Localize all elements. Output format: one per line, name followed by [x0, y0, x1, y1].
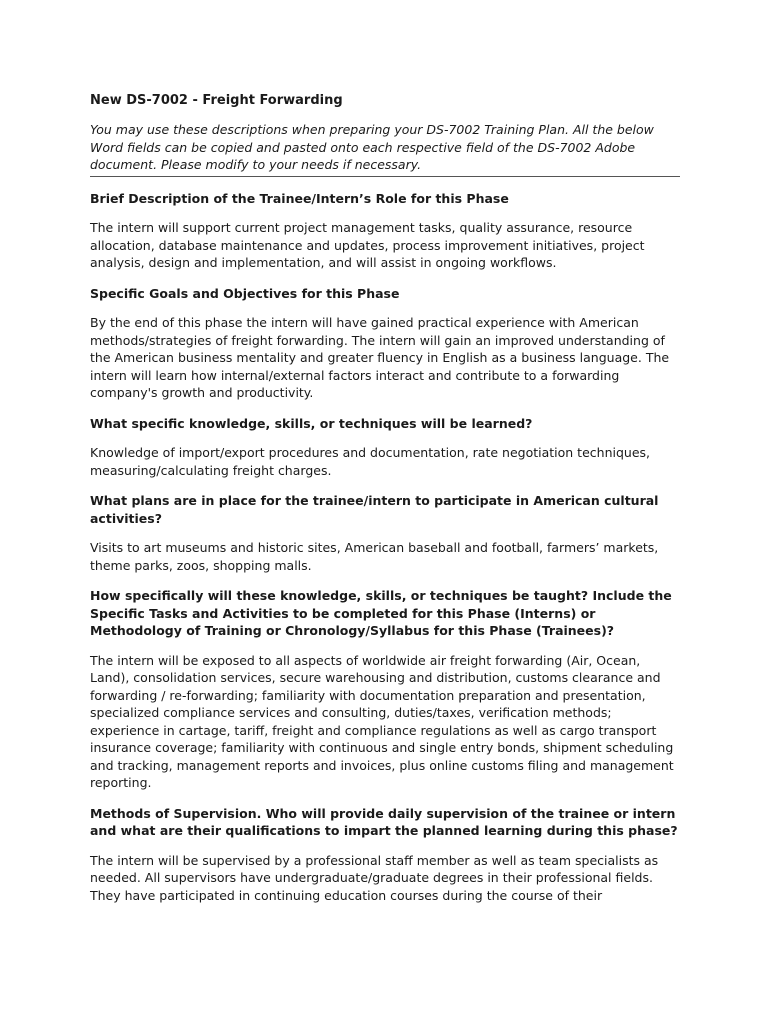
section-knowledge-skills [90, 415, 680, 480]
section-heading: Methods of Supervision. Who will provide daily supervision of the trainee or intern and what are their qualifications to impart the planned learning during this phase? [90, 805, 678, 838]
section-heading: What specific knowledge, skills, or techniques will be learned? [90, 415, 533, 431]
document-title: New DS-7002 - Freight Forwarding [90, 93, 343, 108]
section-body: Knowledge of import/export procedures and documentation, rate negotiation techniques, measuring/calculating freight charges. [90, 445, 650, 478]
section-trainee-role [90, 190, 680, 272]
section-heading: What plans are in place for the trainee/intern to participate in American cultural activities? [90, 493, 659, 526]
section-body: By the end of this phase the intern will have gained practical experience with American methods/strategies of freight forwarding. The intern will gain an improved understanding of the American business mentality and greater fluency in English as a business language. The intern will learn how internal/external factors interact and contribute to a forwarding company's growth and productivity. [90, 315, 670, 400]
section-supervision [90, 805, 680, 905]
section-goals-objectives [90, 285, 680, 402]
section-heading: How specifically will these knowledge, skills, or techniques be taught? Include the Specific Tasks and Activities to be completed for this Phase (Interns) or Methodology of Training or Chronology/Syllabus for this Phase (Trainees)? [90, 588, 672, 638]
section-body: The intern will be supervised by a professional staff member as well as team specialists as needed. All supervisors have undergraduate/graduate degrees in their professional fields. They have participated in continuing education courses during the course of their [90, 852, 659, 903]
section-body: The intern will be exposed to all aspects of worldwide air freight forwarding (Air, Ocean, Land), consolidation services, secure warehousing and distribution, customs clearance and forwarding / re-forwarding; familiarity with documentation preparation and presentation, specialized compliance services and consulting, duties/taxes, verification methods; experience in cartage, tariff, freight and compliance regulations as well as cargo transport insurance coverage; familiarity with continuous and single entry bonds, shipment scheduling and tracking, management reports and invoices, plus online customs filing and management reporting. [90, 652, 674, 790]
section-heading: Specific Goals and Objectives for this Phase [90, 285, 400, 301]
section-heading: Brief Description of the Trainee/Intern’s Role for this Phase [90, 190, 509, 206]
document-page [90, 92, 680, 904]
section-cultural-activities [90, 492, 680, 574]
intro-instructions: You may use these descriptions when preparing your DS-7002 Training Plan. All the below Word fields can be copied and pasted onto each respective field of the DS-7002 Adobe document. Please modify to your needs if necessary. [90, 121, 680, 177]
section-body: Visits to art museums and historic sites, American baseball and football, farmers’ markets, theme parks, zoos, shopping malls. [90, 540, 659, 573]
section-body: The intern will support current project management tasks, quality assurance, resource allocation, database maintenance and updates, process improvement initiatives, project analysis, design and implementation, and will assist in ongoing workflows. [90, 220, 645, 270]
section-teaching-methodology [90, 587, 680, 792]
